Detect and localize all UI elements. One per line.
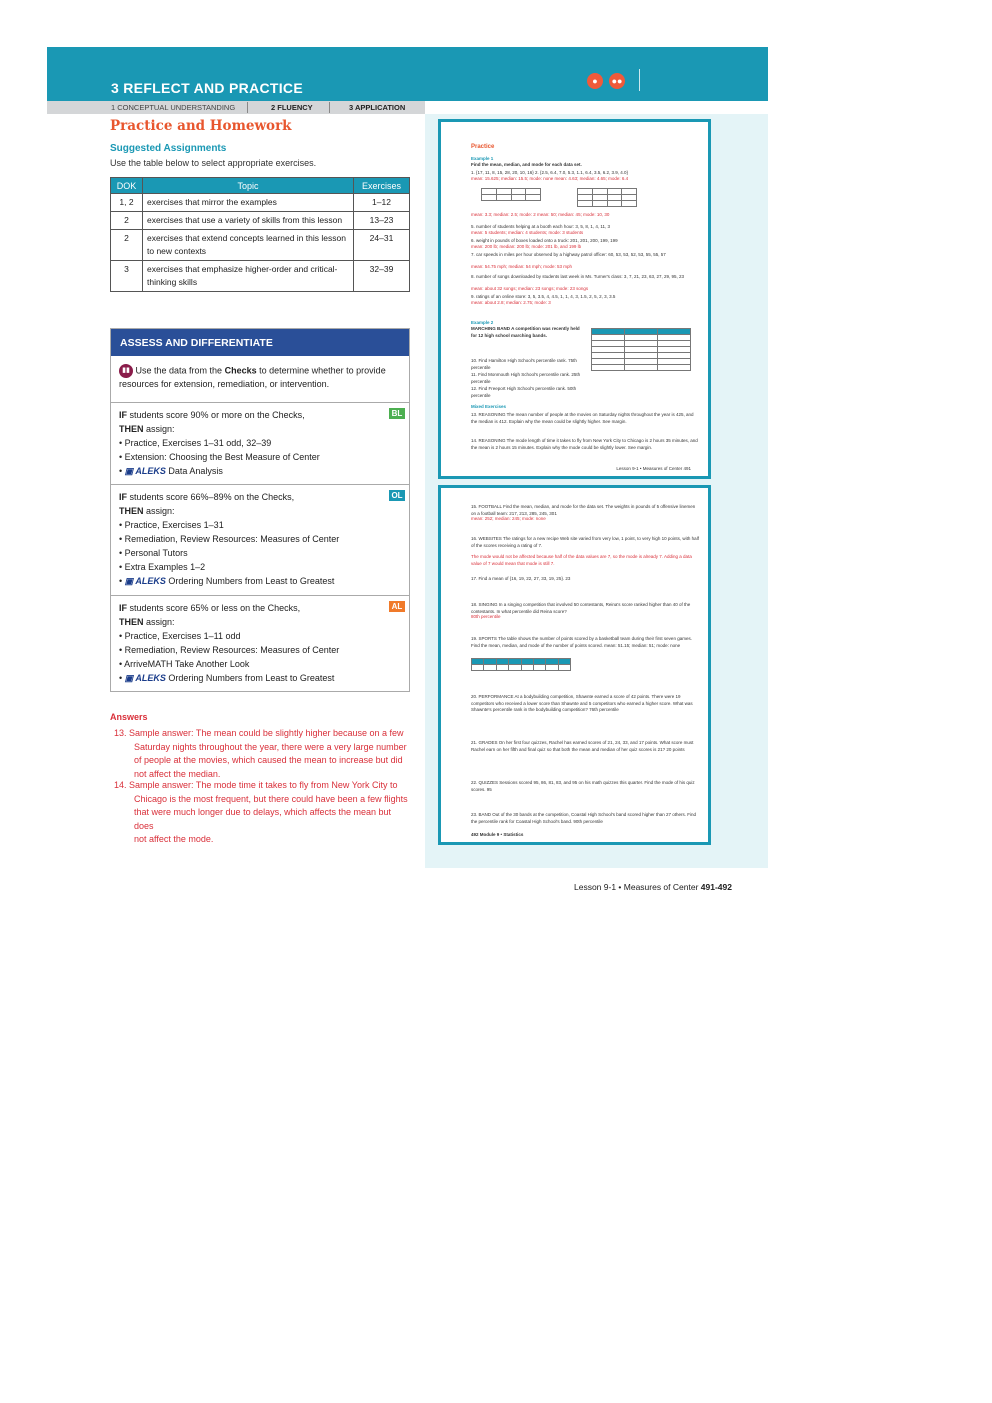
footer-lesson: Lesson 9-1 • Measures of Center [574, 882, 699, 892]
assess-box [110, 328, 410, 692]
thumb-line: mean: 5 students; median: 4 students; mode: 3 students [471, 230, 584, 235]
list-item: • Remediation, Review Resources: Measures of Center [119, 534, 340, 544]
thumb-line: 8. number of songs downloaded by students last week in Ms. Turner's class: 3, 7, 21, 23, 63, 27, 29, 95, 23 [471, 274, 684, 279]
thumb-line: mean: 3.3; median: 2.5; mode: 2 mean: 50; median: 45; mode: 10, 30 [471, 212, 610, 217]
topic-cell: exercises that mirror the examples [143, 194, 354, 212]
thumb-line: mean: 200 lb; median: 200 lb; mode: 201 lb, and 199 lb [471, 244, 582, 249]
group-icon: ●● [609, 73, 625, 89]
then-label: THEN [119, 424, 144, 434]
list-item: • Extension: Choosing the Best Measure of Center [119, 452, 320, 462]
thumb-line: 11. Find Monmouth High School's percentile rank. 25th percentile [471, 372, 581, 384]
list-item: • Practice, Exercises 1–11 odd [119, 631, 241, 641]
thumb-line: 14. REASONING The mode length of time it takes to fly from New York City to Chicago is 2 hours 35 minutes, and the mean is 2 hours 15 minutes. Explain why the mode could be slightly lower. See margin. [471, 438, 698, 450]
thumb-line: 21. GRADES On her first four quizzes, Rachel has earned scores of 21, 24, 33, and 17 points. What score must Rachel earn on her fifth and final quiz so that both the mean and median of her quiz scores is 21? 20 points [471, 740, 694, 752]
thumb-data-table [481, 188, 541, 201]
exercises-cell: 1–12 [354, 194, 410, 212]
level-badge: BL [389, 408, 405, 419]
thumb-footer: 492 Module 9 • Statistics [471, 832, 524, 837]
answer-line: Saturday nights throughout the year, there were a very large number [134, 741, 407, 752]
dok-header: DOK [111, 178, 143, 194]
suggested-heading: Suggested Assignments [110, 143, 227, 154]
list-item: • Practice, Exercises 1–31 [119, 520, 224, 530]
aleks-topic: Ordering Numbers from Least to Greatest [168, 673, 335, 683]
thumb-line: 15. FOOTBALL Find the mean, median, and mode for the data set. The weights in pounds of 5 offensive linemen on a football team: 217, 213, 285, 245, 301 [471, 504, 696, 516]
thumb-line: 23. BAND Out of the 30 bands at the competition, Coastal High School's band scored higher than 27 others. Find the percentile rank for Coastal High School's band. 90th percentile [471, 812, 696, 824]
differentiation-block-al [111, 595, 409, 691]
assess-intro-bold: Checks [224, 365, 257, 376]
suggested-intro: Use the table below to select appropriate exercises. [110, 158, 317, 168]
thumb-line: 1. {17, 11, 8, 15, 28, 20, 10, 16} 2. {2.5, 6.4, 7.0, 5.3, 1.1, 6.4, 3.5, 6.2, 3.9, 4.0} [471, 170, 629, 175]
page-footer [574, 882, 732, 892]
assess-heading: ASSESS AND DIFFERENTIATE [111, 329, 409, 356]
thumb-line: 17. Find a mean of {16, 19, 22, 27, 33, 19, 25}. 23 [471, 576, 571, 581]
student-page-491 [438, 119, 711, 479]
thumb-line: 20. PERFORMANCE At a bodybuilding competition, Shawnte earned a score of 42 points. There were 19 competitors who received a lower score than Shawnte and 5 competitors who earned a higher score. What was Shawnte's percentile rank in the bodybuilding competition? 76th percentile [471, 694, 693, 712]
level-badge: AL [389, 601, 405, 612]
list-item: • ▣ ALEKS Ordering Numbers from Least to Greatest [119, 576, 335, 586]
thumb-line: mean: about 2.8; median: 2.75; mode: 3 [471, 300, 551, 305]
topic-header: Topic [143, 178, 354, 194]
step-application: 3 APPLICATION [349, 103, 406, 112]
answer-line: 13. Sample answer: The mean could be slightly higher because on a few [114, 728, 404, 738]
thumb-line: Find the mean, median, and mode for each data set. [471, 162, 582, 167]
thumb-band-table [591, 328, 691, 371]
thumb-line: 5. number of students helping at a booth each hour: 3, 5, 8, 1, 4, 11, 3 [471, 224, 611, 229]
thumb-points-table [471, 658, 571, 671]
thumb-line: 22. QUIZZES Sessions scored 95, 86, 81, 83, and 95 on his math quizzes this quarter. Find the mode of his quiz scores. 95 [471, 780, 695, 792]
footer-pages: 491-492 [700, 882, 732, 892]
exercises-cell: 13–23 [354, 212, 410, 230]
level-badge: OL [389, 490, 405, 501]
thumb-line: mean: 252; median: 245; mode: none [471, 516, 546, 521]
list-item: • Personal Tutors [119, 548, 188, 558]
if-label: IF [119, 410, 127, 420]
list-item: • ArriveMATH Take Another Look [119, 659, 250, 669]
answer-line: not affect the median. [134, 768, 221, 779]
page-title: Practice and Homework [110, 118, 292, 134]
list-item: • ▣ ALEKS Ordering Numbers from Least to Greatest [119, 673, 335, 683]
then-line [119, 615, 401, 629]
then-line [119, 504, 401, 518]
student-page-492 [438, 485, 711, 845]
topic-cell: exercises that use a variety of skills from this lesson [143, 212, 354, 230]
if-line [119, 408, 401, 422]
aleks-topic: Ordering Numbers from Least to Greatest [168, 576, 335, 586]
thumb-line: 16. WEBSITES The ratings for a new recipe Web site varied from very low, 1 point, to very high 10 points, with half of the scores receiving a rating of 7. [471, 536, 699, 548]
dok-cell: 2 [111, 230, 143, 261]
thumb-line: 12. Find Freeport High School's percentile rank. 50th percentile [471, 386, 577, 398]
condition-text: students score 90% or more on the Checks, [129, 410, 305, 420]
answer-line: 14. Sample answer: The mode time it takes to fly from New York City to [114, 780, 398, 790]
thumb-footer: Lesson 9-1 • Measures of Center 491 [616, 466, 691, 471]
thumb-line: mean: 15.625; median: 15.5; mode: none mean: 4.63; median: 4.65; mode: 6.4 [471, 176, 629, 181]
assess-intro-post: to determine whether to provide resources for extension, remediation, or intervention. [119, 365, 386, 389]
section-title: 3 REFLECT AND PRACTICE [111, 80, 303, 96]
exercises-cell: 24–31 [354, 230, 410, 261]
answer-line: not affect the mode. [134, 834, 214, 844]
aleks-brand: ALEKS [135, 466, 166, 476]
step-divider [247, 102, 248, 113]
answer-13 [114, 727, 412, 781]
condition-text: students score 66%–89% on the Checks, [129, 492, 295, 502]
topic-cell: exercises that emphasize higher-order and critical-thinking skills [143, 261, 354, 292]
aleks-logo-icon: ▣ ALEKS [124, 576, 166, 586]
step-conceptual: 1 CONCEPTUAL UNDERSTANDING [111, 103, 236, 112]
thumb-line: Example 2 [471, 320, 494, 325]
section-banner [47, 47, 768, 101]
answers-heading: Answers [110, 712, 148, 722]
table-row [111, 261, 410, 292]
then-line [119, 422, 401, 436]
step-bar [47, 101, 425, 114]
answer-14 [114, 779, 412, 847]
assign-text: assign: [146, 506, 175, 516]
differentiation-block-bl [111, 402, 409, 484]
checks-icon: ▮▮ [119, 364, 133, 378]
banner-divider [639, 69, 640, 91]
list-item: • ▣ ALEKS Data Analysis [119, 466, 223, 476]
thumb-line: mean: about 32 songs; median: 23 songs; mode: 23 songs [471, 286, 589, 291]
thumb-line: The mode would not be affected because half of the data values are 7, so the mode is already 7. Adding a data value of 7 would mean that mode is still 7. [471, 554, 692, 566]
dok-cell: 3 [111, 261, 143, 292]
thumb-line: 9. ratings of an online store: 3, 5, 3.5, 4, 4.5, 1, 1, 4, 3, 1.5, 2, 5, 2, 3, 3.5 [471, 294, 616, 299]
dok-cell: 2 [111, 212, 143, 230]
aleks-logo-icon: ▣ ALEKS [124, 673, 166, 683]
if-label: IF [119, 603, 127, 613]
thumb-data-table [577, 188, 637, 207]
dok-cell: 1, 2 [111, 194, 143, 212]
exercises-cell: 32–39 [354, 261, 410, 292]
if-line [119, 490, 401, 504]
assess-intro [111, 356, 409, 402]
thumb-line: 18. SINGING In a singing competition that involved 50 contestants, Reina's score ranked higher than 40 of the contestants. In what percentile did Reina score? [471, 602, 691, 614]
aleks-brand: ALEKS [135, 576, 166, 586]
step-fluency: 2 FLUENCY [271, 103, 313, 112]
thumb-line: 80th percentile [471, 614, 501, 619]
assess-intro-pre: Use the data from the [135, 365, 223, 376]
thumb-line: Example 1 [471, 156, 494, 161]
if-line [119, 601, 401, 615]
then-label: THEN [119, 506, 144, 516]
differentiation-block-ol [111, 484, 409, 595]
thumb-title: Practice [471, 144, 495, 150]
thumb-line: 13. REASONING The mean number of people at the movies on Saturday nights throughout the year is 425, and the median is 412. Explain why the mean could be slightly higher. See margin. [471, 412, 694, 424]
dok-table-header [111, 178, 410, 194]
dok-table [110, 177, 410, 292]
thumb-line: MARCHING BAND A competition was recently held for 12 high school marching bands. [471, 326, 580, 338]
thumb-line: 7. car speeds in miles per hour observed by a highway patrol officer: 60, 53, 53, 52, 53, 55, 55, 57 [471, 252, 666, 257]
then-label: THEN [119, 617, 144, 627]
thumb-line: 19. SPORTS The table shows the number of points scored by a basketball team during their first seven games. Find the mean, median, and mode of the number of points scored. mean: 51.15; median: 51; mode: none [471, 636, 692, 648]
answer-line: of people at the movies, which caused the mean to increase but did [134, 755, 403, 765]
table-row [111, 212, 410, 230]
table-row [111, 194, 410, 212]
banner-icons [587, 73, 625, 89]
answer-line: Chicago is the most frequent, but there could have been a few flights [134, 793, 408, 804]
assign-text: assign: [146, 424, 175, 434]
condition-text: students score 65% or less on the Checks, [129, 603, 301, 613]
list-item: • Practice, Exercises 1–31 odd, 32–39 [119, 438, 272, 448]
list-item: • Extra Examples 1–2 [119, 562, 206, 572]
exercises-header: Exercises [354, 178, 410, 194]
thumb-line: Mixed Exercises [471, 404, 507, 409]
aleks-topic: Data Analysis [168, 466, 223, 476]
list-item: • Remediation, Review Resources: Measures of Center [119, 645, 340, 655]
table-row [111, 230, 410, 261]
topic-cell: exercises that extend concepts learned in this lesson to new contexts [143, 230, 354, 261]
aleks-logo-icon: ▣ ALEKS [124, 466, 166, 476]
individual-icon: ● [587, 73, 603, 89]
if-label: IF [119, 492, 127, 502]
aleks-brand: ALEKS [135, 673, 166, 683]
answer-line: that were much longer due to delays, which affects the mean but does [134, 807, 391, 831]
thumb-line: 10. Find Hamilton High School's percentile rank. 75th percentile [471, 358, 577, 370]
thumb-line: 6. weight in pounds of boxes loaded onto a truck: 201, 201, 200, 199, 199 [471, 238, 618, 243]
step-divider [329, 102, 330, 113]
thumb-line: mean: 54.75 mph; median: 54 mph; mode: 53 mph [471, 264, 573, 269]
assign-text: assign: [146, 617, 175, 627]
